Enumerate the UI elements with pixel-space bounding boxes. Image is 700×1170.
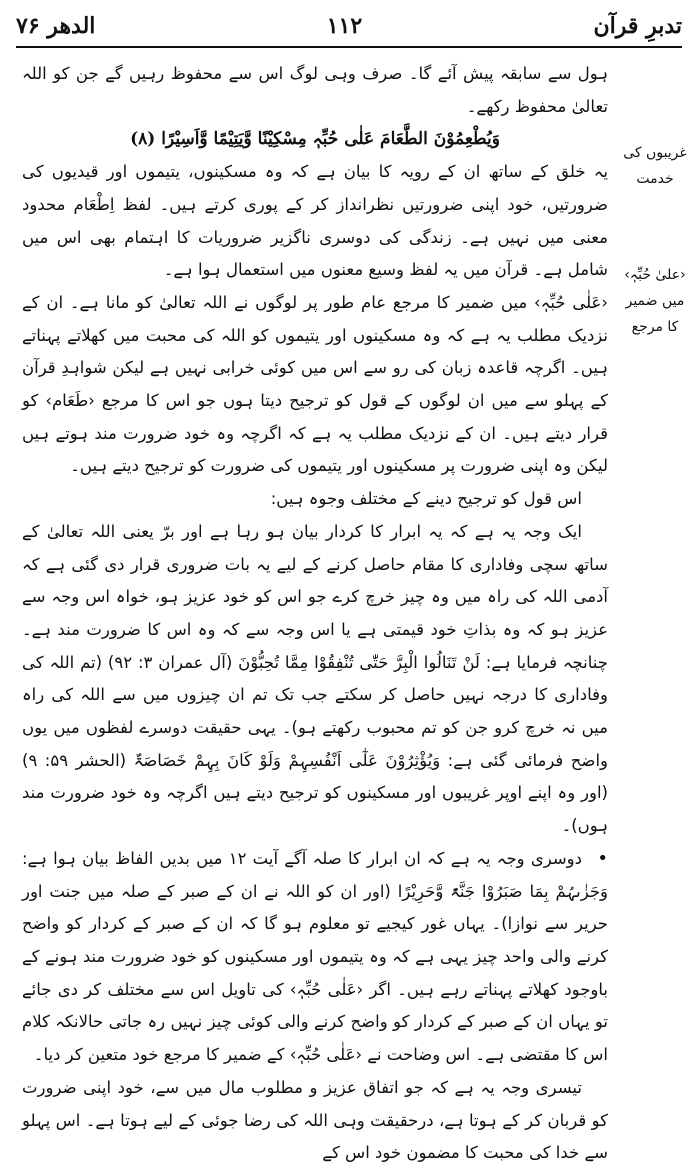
page-number: ۱۱۲	[326, 13, 363, 39]
margin-note-service: غریبوں کی خدمت	[623, 145, 687, 187]
margin-notes	[618, 140, 692, 410]
paragraph-third-reason: تیسری وجہ یہ ہے کہ جو اتفاق عزیز و مطلوب مال میں سے، خود اپنی ضرورت کو قربان کر کے ہوتا ہے، درحقیقت وہی اللہ کی رضا جوئی کے لیے ہوتا ہے۔ اس پہلو سے خدا کی محبت کا مضمون خود اس کے	[22, 1077, 608, 1163]
paragraph-intro: ہول سے سابقہ پیش آئے گا۔ صرف وہی لوگ اس سے محفوظ رہیں گے جن کو اللہ تعالیٰ محفوظ رکھے۔	[22, 64, 608, 116]
paragraph-pronoun: ‹عَلٰی حُبِّہٖ› میں ضمیر کا مرجع عام طور پر لوگوں نے اللہ تعالیٰ کو مانا ہے۔ ان کے نزدیک مطلب یہ ہے کہ وہ مسکینوں اور یتیموں کو اللہ کی محبت میں کھلاتے پہناتے ہیں۔ اگرچہ قاعدہ زبان کی رو سے اس میں کوئی خرابی نہیں ہے لیکن شواہدِ قرآن کے پہلو سے میں ان لوگوں کے قول کو ترجیح دیتا ہوں جو اس کا مرجع ‹طَعَام› کو قرار دیتے ہیں۔ ان کے نزدیک مطلب یہ ہے کہ اگرچہ وہ خود ضرورت مند ہوتے ہیں لیکن وہ اپنی ضرورت پر مسکینوں اور یتیموں کی ضرورت کو ترجیح دیتے ہیں۔	[22, 292, 608, 476]
margin-note-pronoun: ‹علیٰ حُبِّہٖ› میں ضمیر کا مرجع	[624, 267, 686, 335]
body-text	[22, 58, 608, 1163]
header-rule	[16, 46, 682, 48]
paragraph-conduct: یہ خلق کے ساتھ ان کے رویہ کا بیان ہے کہ وہ مسکینوں، یتیموں اور قیدیوں کی ضرورتیں، خود اپنی ضرورتیں نظرانداز کر کے پوری کرتے ہیں۔ لفظ اِطْعَام محدود معنی میں نہیں ہے۔ زندگی کی دوسری ناگزیر ضروریات کا اہتمام بھی اس میں شامل ہے۔ قرآن میں یہ لفظ وسیع معنوں میں استعمال ہوا ہے۔	[22, 162, 608, 280]
paragraph-second-reason: • دوسری وجہ یہ ہے کہ ان ابرار کا صلہ آگے آیت ۱۲ میں بدیں الفاظ بیان ہوا ہے: وَجَزٰىہُمْ بِمَا صَبَرُوْا جَنَّۃً وَّحَرِیْرًا (اور ان کو اللہ نے ان کے صبر کے صلہ میں جنت اور حریر سے نوازا)۔ یہاں غور کیجیے تو معلوم ہو گا کہ ان کے صبر کے کردار کو واضح کرنے والی واحد چیز یہی ہے کہ وہ یتیموں اور مسکینوں کو خود ضرورت مند ہونے کے باوجود کھلاتے پہناتے رہے ہیں۔ اگر ‹عَلٰی حُبِّہٖ› کی تاویل اس سے مختلف کر دی جائے تو یہاں ان کے صبر کے کردار کو واضح کرنے والی کوئی چیز نہیں رہ جاتی حالانکہ کلام اس کا مقتضی ہے۔ اس وضاحت نے ‹عَلٰی حُبِّہٖ› کے ضمیر کا مرجع خود متعین کر دیا۔	[22, 843, 608, 1072]
page-header	[16, 6, 682, 46]
paragraph-reasons-intro: اس قول کو ترجیح دینے کے مختلف وجوہ ہیں:	[270, 489, 582, 509]
book-title: تدبرِ قرآن	[593, 13, 682, 39]
surah-name: الدھر ۷۶	[16, 13, 96, 39]
paragraph-first-reason: ایک وجہ یہ ہے کہ یہ ابرار کا کردار بیان ہو رہا ہے اور برّ یعنی اللہ تعالیٰ کے ساتھ سچی وفاداری کا مقام حاصل کرنے کے لیے یہ بات ضروری قرار دی گئی ہے کہ آدمی اللہ کی راہ میں وہ چیز خرچ کرے جو اس کو خود عزیز ہو، خواہ اس وجہ سے عزیز ہو کہ وہ بذاتِ خود قیمتی ہے یا اس وجہ سے کہ وہ اس کا ضرورت مند ہے۔ چنانچہ فرمایا ہے: لَنْ تَنَالُوا الْبِرَّ حَتّٰی تُنْفِقُوْا مِمَّا تُحِبُّوْنَ (آل عمران ۳: ۹۲) (تم اللہ کی وفاداری کا درجہ نہیں حاصل کر سکتے جب تک تم ان چیزوں میں سے اللہ کی راہ میں نہ خرچ کرو جن کو تم محبوب رکھتے ہو)۔ یہی حقیقت دوسرے لفظوں میں یوں واضح فرمائی گئی ہے: وَیُؤْثِرُوْنَ عَلٰٓی اَنْفُسِہِمْ وَلَوْ کَانَ بِہِمْ خَصَاصَۃٌ (الحشر ۵۹: ۹) (اور وہ اپنے اوپر غریبوں اور مسکینوں کو ترجیح دیتے ہیں اگرچہ وہ خود ضرورت مند ہوں)۔	[22, 521, 608, 836]
ayah-verse: وَیُطْعِمُوْنَ الطَّعَامَ عَلٰی حُبِّہٖ مِسْکِیْنًا وَّیَتِیْمًا وَّاَسِیْرًا (۸)	[130, 129, 500, 150]
